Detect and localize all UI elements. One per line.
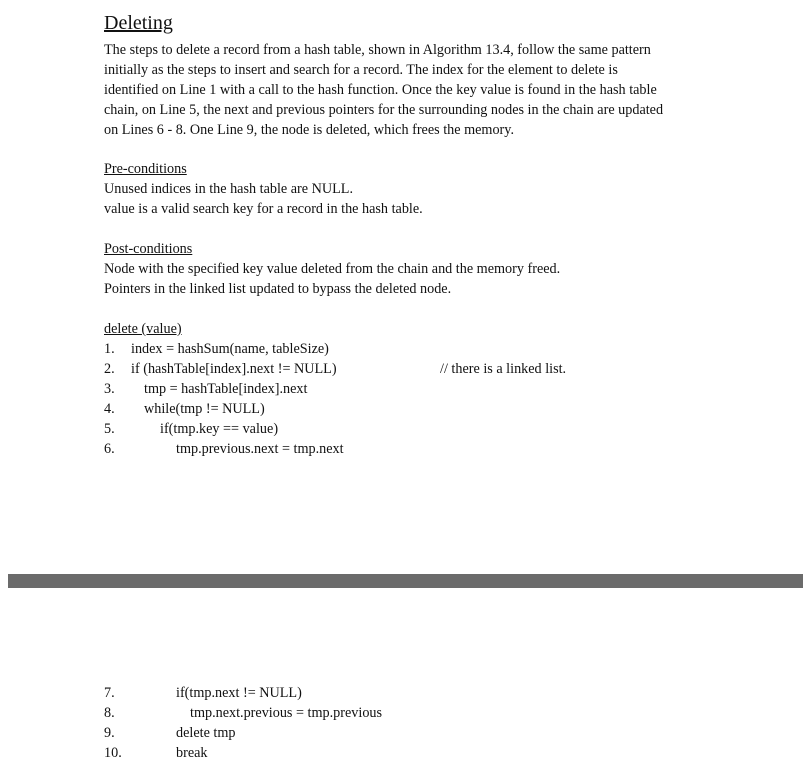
code-comment: // there is a linked list. xyxy=(440,361,567,377)
code-line: if(tmp.key == value) xyxy=(160,421,279,437)
line-number: 4. xyxy=(104,401,115,417)
line-number: 10. xyxy=(104,745,122,761)
code-line: tmp.next.previous = tmp.previous xyxy=(190,705,383,721)
line-number: 9. xyxy=(104,725,115,741)
postcondition-line: Node with the specified key value deleted from the chain and the memory freed. xyxy=(104,261,561,277)
intro-paragraph xyxy=(104,40,734,140)
section-heading: Deleting xyxy=(104,12,173,34)
code-line: tmp.previous.next = tmp.next xyxy=(176,441,344,457)
line-number: 3. xyxy=(104,381,115,397)
preconditions-title: Pre-conditions xyxy=(104,161,187,177)
code-line: if (hashTable[index].next != NULL) xyxy=(131,361,337,377)
intro-line: identified on Line 1 with a call to the hash function. Once the key value is found in the hash table xyxy=(104,82,657,98)
code-line: tmp = hashTable[index].next xyxy=(144,381,308,397)
code-line: if(tmp.next != NULL) xyxy=(176,685,302,701)
algorithm-signature: delete (value) xyxy=(104,321,182,337)
document-page-2 xyxy=(8,588,803,774)
document-page-1 xyxy=(8,0,803,574)
intro-line: chain, on Line 5, the next and previous pointers for the surrounding nodes in the chain are updated xyxy=(104,102,664,118)
line-number: 1. xyxy=(104,341,115,357)
code-line: while(tmp != NULL) xyxy=(144,401,265,417)
code-line: break xyxy=(176,745,208,761)
postconditions-title: Post-conditions xyxy=(104,241,193,257)
left-margin-edge xyxy=(0,0,8,774)
line-number: 8. xyxy=(104,705,115,721)
code-line: index = hashSum(name, tableSize) xyxy=(131,341,329,357)
line-number: 7. xyxy=(104,685,115,701)
code-line: delete tmp xyxy=(176,725,236,741)
intro-line: The steps to delete a record from a hash table, shown in Algorithm 13.4, follow the same pattern xyxy=(104,42,651,58)
precondition-line: Unused indices in the hash table are NULL. xyxy=(104,181,353,197)
line-number: 2. xyxy=(104,361,115,377)
intro-line: initially as the steps to insert and search for a record. The index for the element to delete is xyxy=(104,62,618,78)
precondition-line: value is a valid search key for a record in the hash table. xyxy=(104,201,423,217)
intro-line: on Lines 6 - 8. One Line 9, the node is deleted, which frees the memory. xyxy=(104,122,515,138)
line-number: 5. xyxy=(104,421,115,437)
page-gap xyxy=(0,574,803,588)
postcondition-line: Pointers in the linked list updated to bypass the deleted node. xyxy=(104,281,452,297)
line-number: 6. xyxy=(104,441,115,457)
